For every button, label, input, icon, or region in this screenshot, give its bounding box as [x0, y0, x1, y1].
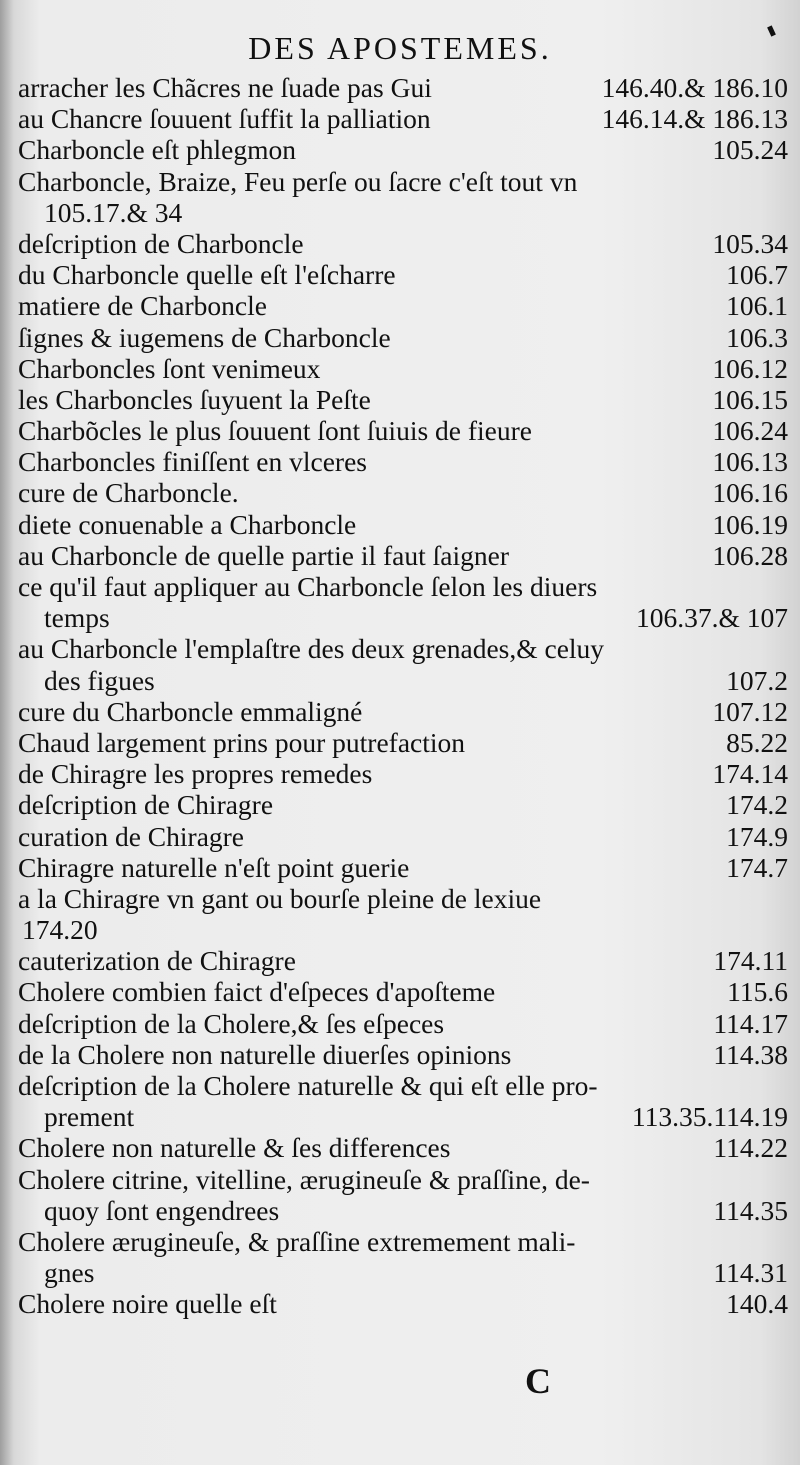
entry-page-reference: 107.12: [712, 695, 788, 727]
entry-text: de la Cholere non naturelle diuerſes opinions: [18, 1038, 512, 1070]
entry-page-reference: 115.6: [727, 976, 788, 1008]
index-entry: [18, 353, 788, 384]
entry-text: les Charboncles ſuyuent la Peſte: [18, 383, 371, 415]
index-entry: [18, 134, 788, 165]
entry-text: Chaud largement prins pour putrefaction: [18, 726, 466, 758]
entry-page-reference: 107.2: [726, 664, 788, 696]
entry-page-reference: 114.35: [713, 1194, 788, 1226]
index-entry: [18, 384, 788, 415]
index-entry: [18, 540, 788, 571]
index-entry: [18, 1288, 788, 1319]
entry-page-reference: 106.1: [726, 290, 788, 322]
entry-page-reference: 106.16: [712, 477, 788, 509]
entry-page-reference: 113.35.114.19: [631, 1101, 788, 1133]
index-entry: [18, 602, 788, 633]
entry-text: du Charboncle quelle eſt l'eſcharre: [18, 259, 396, 291]
entry-text: cauterization de Chiragre: [18, 945, 296, 977]
index-entry: [18, 446, 788, 477]
index-entries: [18, 72, 788, 1320]
entry-page-reference: 106.13: [712, 446, 788, 478]
index-entry: [18, 477, 788, 508]
index-entry: [18, 758, 788, 789]
index-entry: [18, 821, 788, 852]
index-entry: [18, 415, 788, 446]
index-entry: [18, 633, 788, 664]
entry-text: cure de Charboncle.: [18, 477, 239, 509]
entry-text: au Charboncle l'emplaſtre des deux grenades,& celuy: [18, 633, 605, 665]
index-entry: [18, 1226, 788, 1257]
index-entry: [18, 228, 788, 259]
entry-page-reference: 174.11: [713, 945, 788, 977]
index-entry: [18, 914, 788, 945]
entry-text: Cholere combien faict d'eſpeces d'apoſteme: [18, 976, 496, 1008]
index-entry: [18, 696, 788, 727]
entry-text: Charboncles finiſſent en vlceres: [18, 446, 367, 478]
index-entry: [18, 945, 788, 976]
entry-text: Chiragre naturelle n'eſt point guerie: [18, 851, 410, 883]
entry-text: 174.20: [22, 914, 98, 946]
entry-text: deſcription de la Cholere naturelle & qui eſt elle pro-: [18, 1070, 598, 1101]
entry-page-reference: 85.22: [726, 726, 788, 758]
entry-page-reference: 174.2: [726, 789, 788, 821]
entry-text: deſcription de Chiragre: [18, 789, 274, 821]
entry-page-reference: 106.24: [712, 415, 788, 447]
index-entry: [18, 883, 788, 914]
entry-text: quoy ſont engendrees: [44, 1194, 280, 1226]
entry-text: Cholere noire quelle eſt: [18, 1288, 277, 1320]
entry-page-reference: 105.24: [712, 134, 788, 166]
entry-text: ſignes & iugemens de Charboncle: [18, 321, 391, 353]
entry-text: Cholere citrine, vitelline, ærugineuſe & praſſine, de-: [18, 1163, 590, 1195]
index-entry: [18, 976, 788, 1007]
index-entry: [18, 789, 788, 820]
index-entry: [18, 727, 788, 758]
index-entry: [18, 1132, 788, 1163]
entry-page-reference: 140.4: [726, 1288, 788, 1320]
entry-text: Charboncle, Braize, Feu perſe ou ſacre c'eſt tout vn: [18, 165, 578, 197]
entry-text: curation de Chiragre: [18, 820, 245, 852]
index-entry: [18, 1039, 788, 1070]
index-entry: [18, 1070, 788, 1101]
index-entry: [18, 1257, 788, 1288]
entry-text: Charboncle eſt phlegmon: [18, 134, 296, 166]
entry-text: matiere de Charboncle: [18, 290, 267, 322]
index-entry: [18, 852, 788, 883]
index-entry: [18, 166, 788, 197]
running-header: DES APOSTEMES.: [248, 30, 552, 66]
index-entry: [18, 665, 788, 696]
entry-text: au Chancre ſouuent ſuffit la palliation: [18, 103, 431, 135]
entry-text: a la Chiragre vn gant ou bourſe pleine de lexiue: [18, 882, 542, 914]
index-entry: [18, 103, 788, 134]
index-entry: [18, 1101, 788, 1132]
entry-page-reference: 146.14.& 186.13: [601, 103, 788, 135]
entry-page-reference: 105.34: [712, 227, 788, 259]
entry-text: 105.17.& 34: [44, 196, 183, 228]
index-entry: [18, 571, 788, 602]
entry-text: de Chiragre les propres remedes: [18, 758, 373, 790]
entry-text: des figues: [44, 664, 155, 696]
entry-text: temps: [44, 602, 110, 634]
entry-page-reference: 106.28: [712, 539, 788, 571]
index-entry: [18, 72, 788, 103]
index-entry: [18, 259, 788, 290]
entry-page-reference: 146.40.& 186.10: [601, 72, 788, 103]
entry-text: gnes: [44, 1257, 95, 1289]
entry-text: Cholere ærugineuſe, & praſſine extremement mali-: [18, 1225, 576, 1257]
index-entry: [18, 1164, 788, 1195]
entry-page-reference: 174.14: [712, 758, 788, 790]
index-entry: [18, 509, 788, 540]
entry-text: Charbõcles le plus ſouuent ſont ſuiuis de fieure: [18, 415, 532, 447]
entry-page-reference: 174.7: [726, 851, 788, 883]
entry-page-reference: 106.12: [712, 352, 788, 384]
entry-page-reference: 114.31: [713, 1257, 788, 1289]
entry-text: au Charboncle de quelle partie il faut ſaigner: [18, 539, 509, 571]
entry-text: diete conuenable a Charboncle: [18, 508, 357, 540]
entry-text: Charboncles ſont venimeux: [18, 352, 321, 384]
index-entry: [18, 1195, 788, 1226]
index-entry: [18, 322, 788, 353]
entry-text: cure du Charboncle emmaligné: [18, 695, 363, 727]
entry-page-reference: 106.15: [712, 383, 788, 415]
entry-page-reference: 106.3: [726, 321, 788, 353]
index-entry: [18, 197, 788, 228]
entry-page-reference: 106.19: [712, 508, 788, 540]
entry-text: deſcription de la Cholere,& ſes eſpeces: [18, 1007, 445, 1039]
entry-page-reference: 114.38: [713, 1038, 788, 1070]
entry-page-reference: 174.9: [726, 820, 788, 852]
signature-mark: C: [525, 1361, 551, 1401]
index-entry: [18, 1008, 788, 1039]
entry-text: arracher les Chãcres ne ſuade pas Gui: [18, 72, 432, 103]
entry-text: ce qu'il faut appliquer au Charboncle ſelon les diuers: [18, 571, 598, 602]
entry-page-reference: 106.37.& 107: [635, 602, 788, 634]
entry-page-reference: 106.7: [726, 259, 788, 291]
entry-text: prement: [44, 1101, 135, 1133]
index-entry: [18, 290, 788, 321]
entry-text: deſcription de Charboncle: [18, 227, 304, 259]
entry-page-reference: 114.22: [713, 1132, 788, 1164]
entry-page-reference: 114.17: [713, 1007, 788, 1039]
entry-text: Cholere non naturelle & ſes differences: [18, 1132, 451, 1164]
